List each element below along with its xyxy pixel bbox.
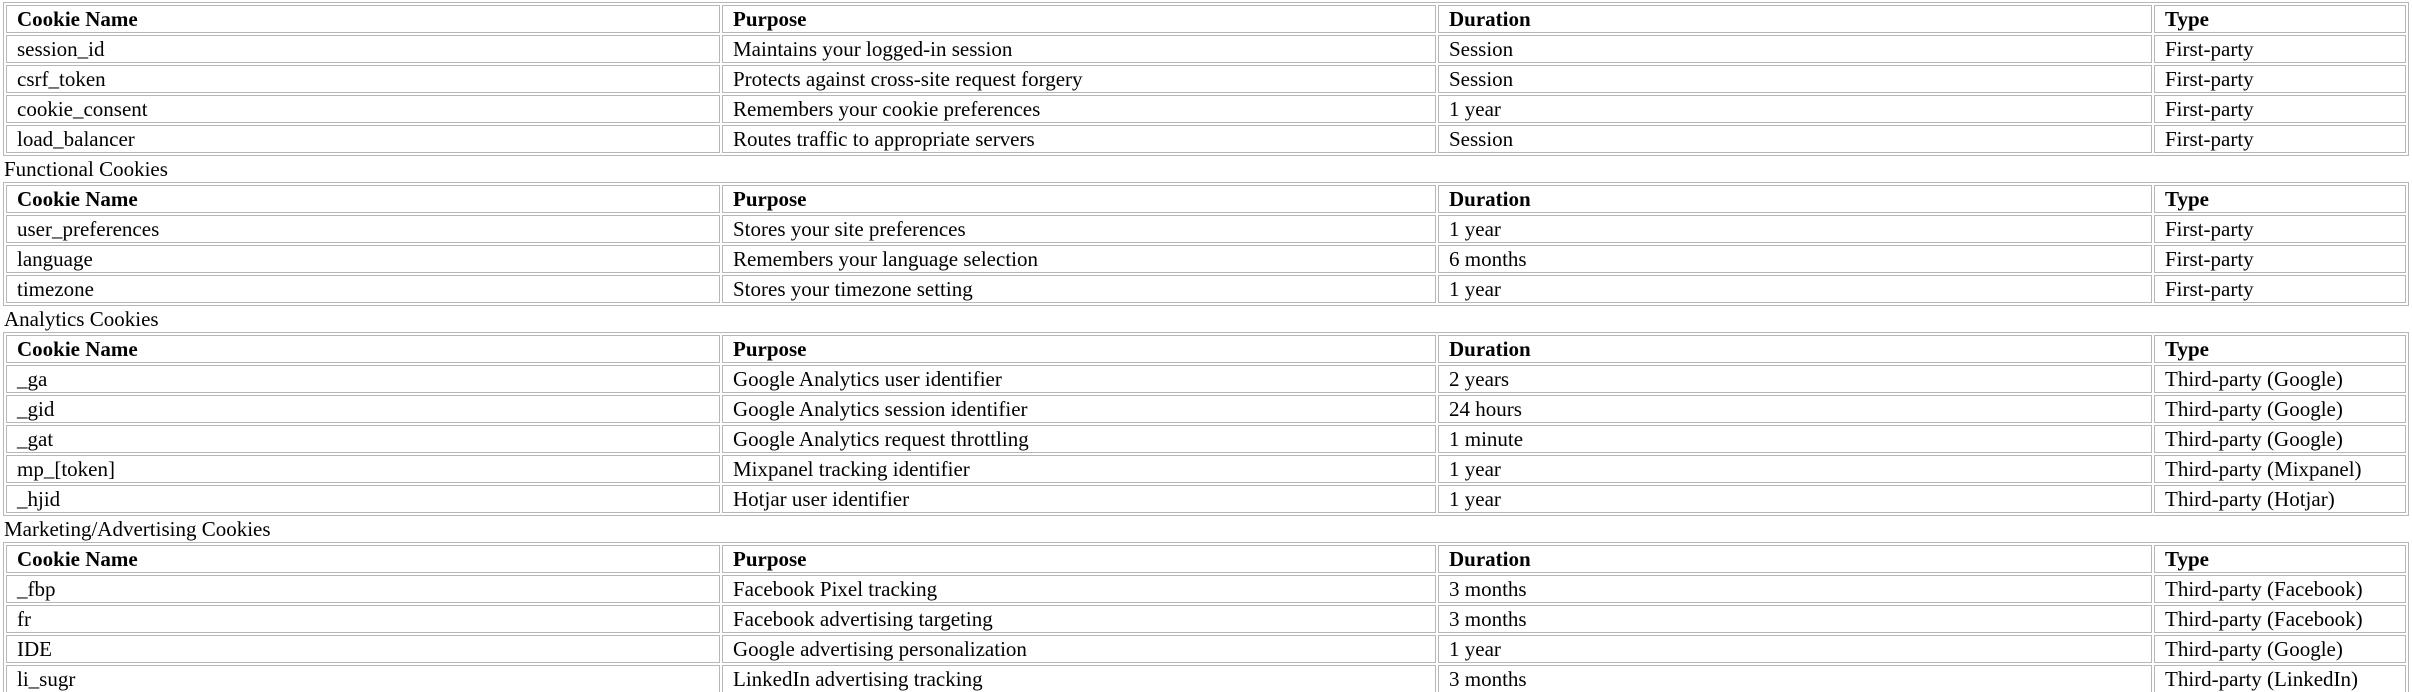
cookie-type-cell: First-party — [2154, 125, 2406, 153]
cookie-name-cell: _hjid — [6, 485, 720, 513]
table-row — [6, 395, 2406, 423]
cookie-name-cell: language — [6, 245, 720, 273]
cookie-name-cell: _fbp — [6, 575, 720, 603]
column-header-purpose: Purpose — [722, 5, 1436, 33]
cookie-type-cell: Third-party (Google) — [2154, 365, 2406, 393]
cookie-name-cell: _ga — [6, 365, 720, 393]
table-row — [6, 275, 2406, 303]
cookie-duration-cell: 1 minute — [1438, 425, 2152, 453]
cookie-duration-cell: 6 months — [1438, 245, 2152, 273]
column-header-cookie-name: Cookie Name — [6, 5, 720, 33]
table-row — [6, 665, 2406, 692]
column-header-purpose: Purpose — [722, 545, 1436, 573]
cookie-purpose-cell: Facebook advertising targeting — [722, 605, 1436, 633]
section-heading-functional: Functional Cookies — [4, 157, 168, 181]
column-header-cookie-name: Cookie Name — [6, 545, 720, 573]
column-header-type: Type — [2154, 5, 2406, 33]
table-header-row — [6, 5, 2406, 33]
cookie-purpose-cell: Maintains your logged-in session — [722, 35, 1436, 63]
cookie-duration-cell: 1 year — [1438, 215, 2152, 243]
table-row — [6, 215, 2406, 243]
cookie-type-cell: Third-party (Google) — [2154, 425, 2406, 453]
table-header-row — [6, 545, 2406, 573]
cookie-duration-cell: 1 year — [1438, 635, 2152, 663]
cookie-type-cell: First-party — [2154, 245, 2406, 273]
cookie-type-cell: Third-party (Facebook) — [2154, 605, 2406, 633]
cookie-purpose-cell: Google Analytics user identifier — [722, 365, 1436, 393]
cookie-purpose-cell: Google Analytics request throttling — [722, 425, 1436, 453]
cookie-name-cell: timezone — [6, 275, 720, 303]
table-row — [6, 425, 2406, 453]
table-row — [6, 575, 2406, 603]
cookie-name-cell: csrf_token — [6, 65, 720, 93]
column-header-cookie-name: Cookie Name — [6, 335, 720, 363]
cookie-duration-cell: 3 months — [1438, 605, 2152, 633]
cookie-duration-cell: 2 years — [1438, 365, 2152, 393]
cookie-purpose-cell: Stores your site preferences — [722, 215, 1436, 243]
cookie-table-marketing — [3, 542, 2409, 692]
table-row — [6, 365, 2406, 393]
cookie-purpose-cell: Google advertising personalization — [722, 635, 1436, 663]
cookie-table-analytics — [3, 332, 2409, 516]
cookie-duration-cell: Session — [1438, 35, 2152, 63]
cookie-name-cell: load_balancer — [6, 125, 720, 153]
cookie-name-cell: IDE — [6, 635, 720, 663]
column-header-type: Type — [2154, 185, 2406, 213]
table-row — [6, 95, 2406, 123]
cookie-type-cell: Third-party (Mixpanel) — [2154, 455, 2406, 483]
table-header-row — [6, 185, 2406, 213]
cookie-name-cell: cookie_consent — [6, 95, 720, 123]
cookie-purpose-cell: Routes traffic to appropriate servers — [722, 125, 1436, 153]
cookie-type-cell: First-party — [2154, 35, 2406, 63]
cookie-name-cell: user_preferences — [6, 215, 720, 243]
column-header-type: Type — [2154, 335, 2406, 363]
table-row — [6, 605, 2406, 633]
cookie-type-cell: Third-party (Google) — [2154, 635, 2406, 663]
table-header-row — [6, 335, 2406, 363]
cookie-type-cell: First-party — [2154, 215, 2406, 243]
cookie-name-cell: fr — [6, 605, 720, 633]
cookie-duration-cell: 24 hours — [1438, 395, 2152, 423]
column-header-duration: Duration — [1438, 185, 2152, 213]
cookie-type-cell: First-party — [2154, 275, 2406, 303]
cookie-name-cell: mp_[token] — [6, 455, 720, 483]
cookie-purpose-cell: Protects against cross-site request forgery — [722, 65, 1436, 93]
cookie-type-cell: First-party — [2154, 65, 2406, 93]
cookie-purpose-cell: Hotjar user identifier — [722, 485, 1436, 513]
table-row — [6, 635, 2406, 663]
table-row — [6, 245, 2406, 273]
cookie-duration-cell: 3 months — [1438, 665, 2152, 692]
cookie-duration-cell: 1 year — [1438, 485, 2152, 513]
cookie-purpose-cell: Facebook Pixel tracking — [722, 575, 1436, 603]
column-header-purpose: Purpose — [722, 335, 1436, 363]
cookie-name-cell: _gat — [6, 425, 720, 453]
column-header-duration: Duration — [1438, 545, 2152, 573]
column-header-duration: Duration — [1438, 335, 2152, 363]
cookie-purpose-cell: Google Analytics session identifier — [722, 395, 1436, 423]
table-row — [6, 65, 2406, 93]
cookie-duration-cell: 1 year — [1438, 455, 2152, 483]
section-heading-marketing: Marketing/Advertising Cookies — [4, 517, 271, 541]
cookie-type-cell: First-party — [2154, 95, 2406, 123]
cookie-type-cell: Third-party (Facebook) — [2154, 575, 2406, 603]
cookie-name-cell: session_id — [6, 35, 720, 63]
cookie-name-cell: _gid — [6, 395, 720, 423]
cookie-duration-cell: 3 months — [1438, 575, 2152, 603]
cookie-purpose-cell: Remembers your cookie preferences — [722, 95, 1436, 123]
cookie-name-cell: li_sugr — [6, 665, 720, 692]
cookie-type-cell: Third-party (Google) — [2154, 395, 2406, 423]
cookie-table-functional — [3, 182, 2409, 306]
table-row — [6, 485, 2406, 513]
table-row — [6, 35, 2406, 63]
table-row — [6, 455, 2406, 483]
column-header-purpose: Purpose — [722, 185, 1436, 213]
section-heading-analytics: Analytics Cookies — [4, 307, 159, 331]
cookie-purpose-cell: LinkedIn advertising tracking — [722, 665, 1436, 692]
column-header-duration: Duration — [1438, 5, 2152, 33]
cookie-type-cell: Third-party (LinkedIn) — [2154, 665, 2406, 692]
column-header-cookie-name: Cookie Name — [6, 185, 720, 213]
table-row — [6, 125, 2406, 153]
cookie-type-cell: Third-party (Hotjar) — [2154, 485, 2406, 513]
cookie-purpose-cell: Remembers your language selection — [722, 245, 1436, 273]
cookie-duration-cell: 1 year — [1438, 95, 2152, 123]
cookie-purpose-cell: Stores your timezone setting — [722, 275, 1436, 303]
column-header-type: Type — [2154, 545, 2406, 573]
cookie-duration-cell: 1 year — [1438, 275, 2152, 303]
cookie-table-essential — [3, 2, 2409, 156]
cookie-duration-cell: Session — [1438, 125, 2152, 153]
cookie-duration-cell: Session — [1438, 65, 2152, 93]
cookie-purpose-cell: Mixpanel tracking identifier — [722, 455, 1436, 483]
